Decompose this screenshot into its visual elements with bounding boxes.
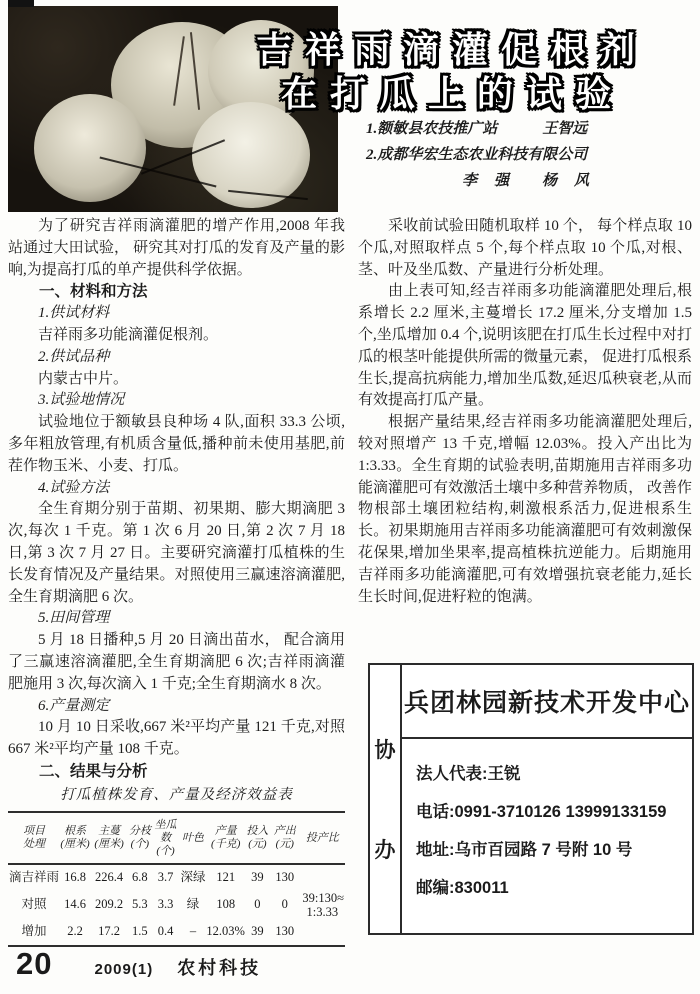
cell: 0 [254,896,261,911]
section-heading-materials: 一、材料和方法 [39,283,148,301]
cell: 5.3 [132,896,148,911]
cell: 121 [216,870,236,885]
table-row-treatment [8,864,345,892]
cell: 130 [275,923,295,938]
col-header-main-vine: 主蔓 (厘米) [90,812,128,864]
cell-ratio: 39:130≈ 1:3.33 [302,890,344,919]
subheading-yield-measurement: 6.产量测定 [38,697,110,714]
col-header-branches: 分枝 (个) [128,812,151,864]
col-header-output: 产出 (元) [270,812,300,864]
cell: 1.5 [132,923,148,938]
ad-side-label [370,665,402,933]
right-column [358,216,692,608]
melon-image-left [34,94,146,202]
col-header-leaf-color: 叶色 [180,812,207,864]
cell: 0.4 [157,923,174,938]
table-row-control [8,891,345,918]
cell: 深绿 [180,870,206,885]
section-heading-results: 二、结果与分析 [39,762,148,780]
table-row-increase [8,918,345,946]
cell: 绿 [186,896,200,911]
col-header-item: 项目 处理 [8,812,60,864]
subheading-field-management: 5.田间管理 [38,610,110,627]
sponsor-ad-box [368,663,694,935]
cell: 209.2 [95,896,124,911]
col-header-input: 投入 (元) [245,812,270,864]
cell: 6.8 [132,870,148,885]
col-header-yield: 产量 (千克) [206,812,245,864]
text-field-management: 5 月 18 日播种,5 月 20 日滴出苗水， 配合滴用了三赢速溶滴灌肥,全生育期滴肥 6 次;吉祥雨滴灌肥施用 3 次,每次滴入 1 千克;全生育期滴水 8 次。 [8,632,345,692]
text-variety: 内蒙古中片。 [38,370,129,387]
page-number: 20 [16,946,53,981]
cell: 130 [275,870,295,885]
cell: 12.03% [206,923,245,938]
left-column [8,216,345,947]
text-yield-measurement: 10 月 10 日采收,667 米²平均产量 121 千克,对照 667 米²平均产量 108 千克。 [8,719,345,758]
cell: 2.2 [67,923,83,938]
col-header-root: 根系 (厘米) [60,812,90,864]
table-header-row [8,812,345,864]
ad-phone: 电话:0991-3710126 13999133159 [416,803,667,821]
cell: 0 [281,896,288,911]
cell: 3.7 [157,870,174,885]
subheading-test-material: 1.供试材料 [38,305,110,322]
para-table-analysis: 由上表可知,经吉祥雨多功能滴灌肥处理后,根系增长 2.2 厘米,主蔓增长 17.2 厘米,分支增加 1.5 个,坐瓜增加 0.4 个,说明该肥在打瓜生长过程中对打瓜的根茎叶能提供所需的微量元素， 促进打瓜根系生长,提高抗病能力,增加坐瓜数,延迟瓜秧衰老,从而有效提高打瓜产量。 [358,283,692,409]
cell: 14.6 [64,896,86,911]
ad-address: 地址:乌市百园路 7 号附 10 号 [416,841,633,859]
cell: 39 [251,923,264,938]
article-title-line2: 在打瓜上的试验 [281,73,625,114]
cell: – [189,923,197,938]
author-names-2: 李 强 杨 风 [462,173,591,189]
page-footer [16,946,261,982]
ad-main [402,665,692,933]
ad-company-name: 兵团林园新技术开发中心 [402,665,692,739]
cell: 226.4 [95,870,124,885]
ad-contact-info [402,739,692,907]
cell: 17.2 [98,923,121,938]
author-affiliation-1: 1.额敏县农技推广站 王智远 [366,121,588,137]
cell: 16.8 [64,870,86,885]
text-test-material: 吉祥雨多功能滴灌促根剂。 [38,326,219,343]
journal-name: 农村科技 [177,958,262,978]
cell: 对照 [21,896,47,911]
cell: 增加 [21,923,47,938]
author-affiliation-2: 2.成都华宏生态农业科技有限公司 [366,147,588,163]
text-method: 全生育期分别于苗期、初果期、膨大期滴肥 3 次,每次 1 千克。第 1 次 6 月 20 日,第 2 次 7 月 18 日,第 3 次 7 月 27 日。主要研究滴灌打瓜植株的生长发育情况及产量结果。对照使用三赢速溶滴灌肥,全生育期滴肥 6 次。 [8,501,345,605]
issue-number: 2009(1) [94,961,154,978]
article-title-line1: 吉祥雨滴灌促根剂 [256,29,649,70]
text-site: 试验地位于额敏县良种场 4 队,面积 33.3 公顷,多年粗放管理,有机质含量低,播种前未使用基肥,前茬作物玉米、小麦、打瓜。 [8,414,345,474]
col-header-fruit-set: 坐瓜数 (个) [151,812,179,864]
table-title: 打瓜植株发育、产量及经济效益表 [60,786,293,803]
results-table [8,811,345,947]
para-intro: 为了研究吉祥雨滴灌肥的增产作用,2008 年我站通过大田试验， 研究其对打瓜的发育及产量的影响,为提高打瓜的单产提供科学依据。 [8,218,345,278]
cell: 108 [216,896,236,911]
ad-postcode: 邮编:830011 [416,879,509,897]
cell: 滴吉祥雨 [9,870,60,885]
author-block [366,116,696,194]
cell: 3.3 [157,896,174,911]
cell: 39 [251,870,264,885]
subheading-site: 3.试验地情况 [38,392,125,409]
ad-side-char-1: 协 [374,739,396,762]
col-header-ratio: 投产比 [300,812,345,864]
subheading-method: 4.试验方法 [38,479,110,496]
scan-artifact [8,0,34,7]
para-yield-analysis: 根据产量结果,经吉祥雨多功能滴灌肥处理后,较对照增产 13 千克,增幅 12.03%。投入产出比为 1:3.33。全生育期的试验表明,苗期施用吉祥雨多功能滴灌肥可有效激活土壤中多种营养物质， 改善作物根部土壤团粒结构,刺激根系活力,促进根系生长。初果期施用吉祥雨多功能滴灌肥可有效刺激保花保果,增加坐果率,提高植株抗逆能力。后期施用吉祥雨多功能滴灌肥,可有效增强抗衰老能力,延长生长时间,促进籽粒的饱满。 [358,414,692,605]
ad-side-char-2: 办 [374,839,396,862]
ad-legal-representative: 法人代表:王锐 [416,765,521,783]
subheading-variety: 2.供试品种 [38,348,110,365]
para-sampling: 采收前试验田随机取样 10 个， 每个样点取 10 个瓜,对照取样点 5 个,每个样点取 10 个瓜,对根、茎、叶及坐瓜数、产量进行分析处理。 [358,218,692,278]
